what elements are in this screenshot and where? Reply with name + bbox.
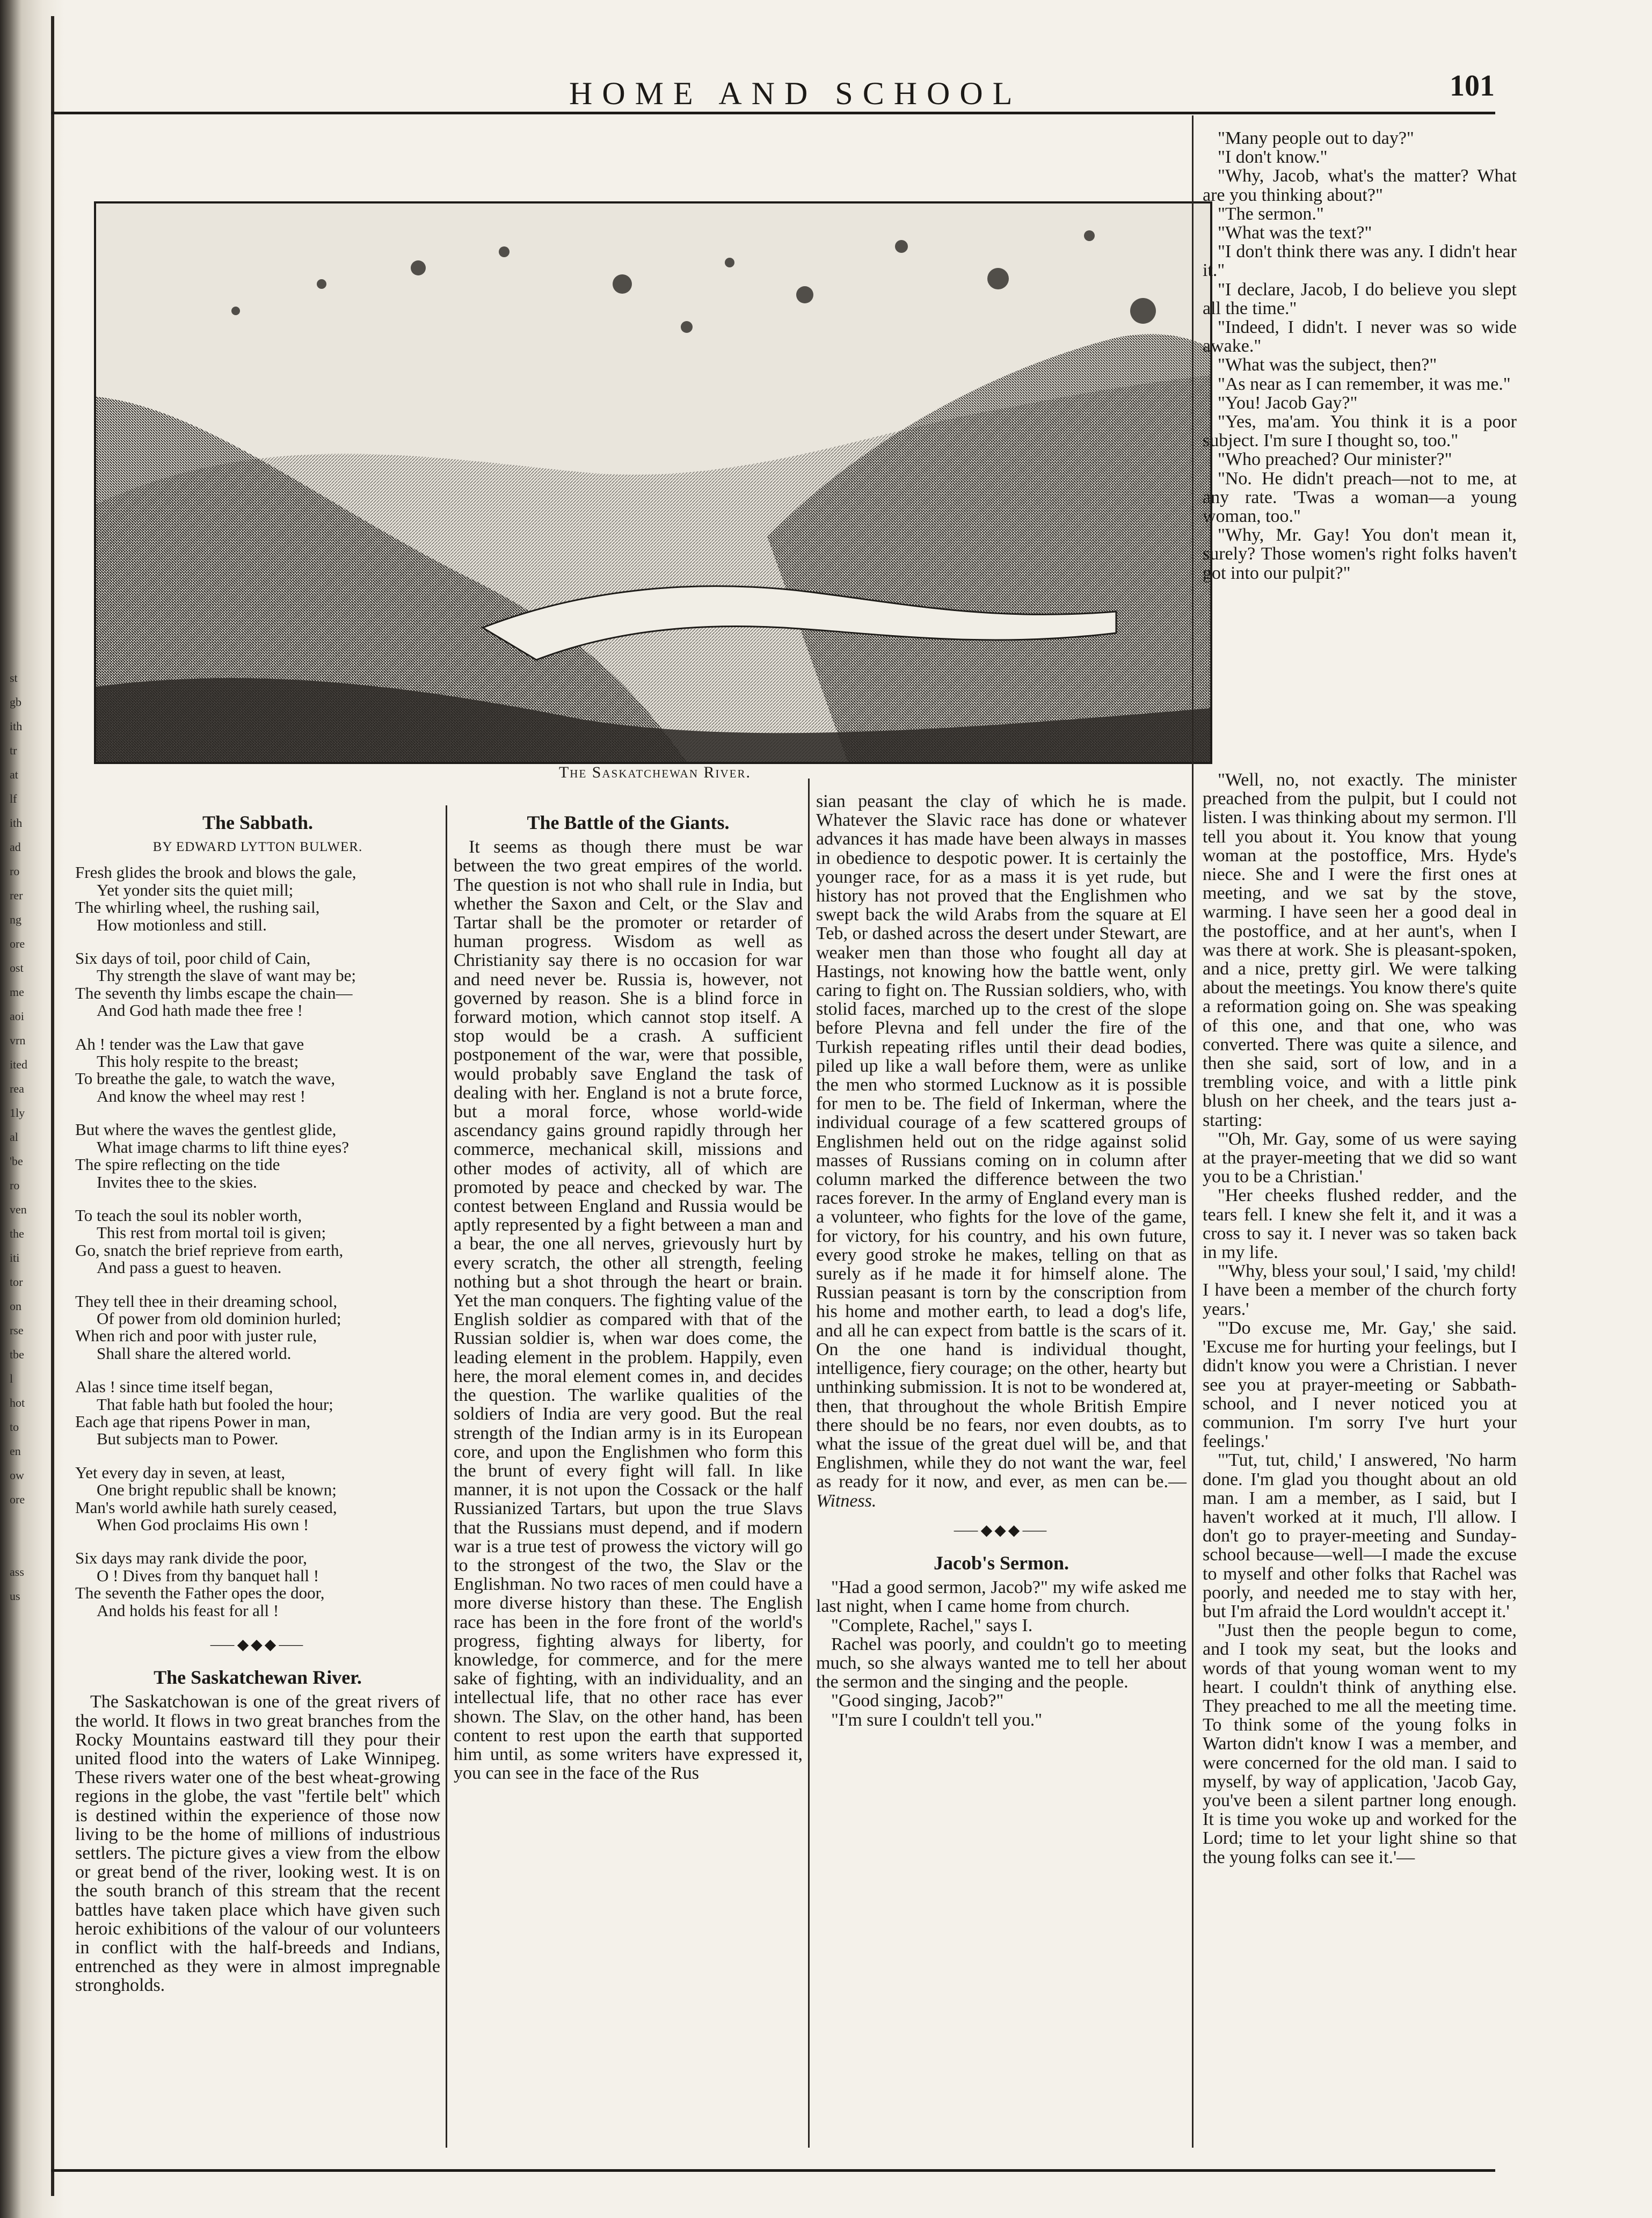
poem-stanza (75, 864, 440, 934)
margin-fragment: to (10, 1420, 19, 1434)
poem-stanza (75, 1121, 440, 1191)
poem-stanza (75, 1550, 440, 1619)
poem-line: This holy respite to the breast; (97, 1052, 299, 1071)
poem-stanza (75, 950, 440, 1020)
sermon-title: Jacob's Sermon. (934, 1552, 1069, 1574)
sermon-paragraph: "I don't know." (1218, 147, 1328, 168)
sermon-body-part-1 (816, 1578, 1187, 1729)
poem-line: O ! Dives from thy banquet hall ! (97, 1566, 319, 1585)
poem-line: The spire reflecting on the tide (75, 1155, 280, 1174)
poem-line: Each age that ripens Power in man, (75, 1412, 311, 1431)
sermon-paragraph: "Her cheeks flushed redder, and the tears fell. I knew she felt it, and it was a cross to say it. I never was so taken back in my life. (1203, 1186, 1517, 1263)
giants-title: The Battle of the Giants. (527, 813, 730, 833)
margin-fragment: rse (10, 1323, 24, 1337)
poem-line: And God hath made thee free ! (97, 1001, 303, 1020)
margin-fragment: 1ly (10, 1106, 25, 1119)
column-rule-1 (446, 805, 447, 2148)
poem-line: That fable hath but fooled the hour; (97, 1394, 333, 1414)
poem-line: Go, snatch the brief reprieve from earth, (75, 1240, 344, 1260)
margin-fragment: lf (10, 792, 17, 805)
margin-fragment: ro (10, 864, 20, 878)
frame-left-rule (51, 16, 54, 2196)
margin-fragment: tbe (10, 1348, 24, 1361)
sabbath-byline: BY EDWARD LYTTON BULWER. (152, 840, 363, 855)
poem-line: Of power from old dominion hurled; (97, 1308, 341, 1328)
sermon-paragraph: "Complete, Rachel," says I. (831, 1615, 1033, 1635)
poem-stanza (75, 1036, 440, 1106)
poem-line: And holds his feast for all ! (97, 1601, 279, 1620)
column-3 (816, 792, 1187, 1729)
giants-body-part-2 (816, 792, 1187, 1510)
margin-fragment: ited (10, 1058, 27, 1071)
poem-line: To teach the soul its nobler worth, (75, 1205, 302, 1225)
sermon-paragraph: "You! Jacob Gay?" (1218, 392, 1358, 413)
margin-fragment: ow (10, 1468, 24, 1482)
column-4-top (1203, 129, 1517, 583)
margin-fragment: at (10, 768, 18, 781)
margin-fragment: tor (10, 1275, 23, 1289)
column-rule-2 (808, 779, 810, 2148)
margin-fragment: ven (10, 1203, 27, 1216)
margin-fragment: on (10, 1299, 21, 1313)
margin-fragment (10, 1536, 47, 1560)
sermon-paragraph: "Many people out to day?" (1218, 128, 1414, 148)
page-number: 101 (1450, 69, 1495, 103)
poem-line: Yet yonder sits the quiet mill; (97, 880, 294, 899)
margin-fragment: gb (10, 695, 21, 709)
sermon-paragraph: "Had a good sermon, Jacob?" my wife asked me last night, when I came home from church. (816, 1577, 1187, 1617)
sermon-body-part-3 (1203, 770, 1517, 1867)
sabbath-title: The Sabbath. (202, 812, 314, 833)
poem-line: They tell thee in their dreaming school, (75, 1291, 338, 1311)
poem-line: To breathe the gale, to watch the wave, (75, 1069, 336, 1088)
footer-rule (51, 2169, 1495, 2172)
margin-fragment: ost (10, 961, 24, 975)
margin-fragment: ass (10, 1565, 24, 1579)
sermon-paragraph: "No. He didn't preach—not to me, at any rate. 'Twas a woman—a young woman, too." (1203, 468, 1517, 527)
column-2 (454, 813, 803, 2164)
poem-line: And know the wheel may rest ! (97, 1086, 306, 1106)
poem-line: What image charms to lift thine eyes? (97, 1137, 349, 1157)
margin-fragment: l (10, 1372, 13, 1385)
section-ornament: ⸺◆◆◆⸺ (209, 1637, 306, 1654)
sermon-paragraph: "Well, no, not exactly. The minister preached from the pulpit, but I could not listen. I was thinking about my sermon. I'll tell you about it. You know that young woman at the postoffice, Mrs. Hyde's niece. She and I were the first ones at meeting, and we sat by the stove, warming. I have seen her a good deal in the postoffice, and at her aunt's, when I was there at work. She is pleasant-spoken, and a nice, pretty girl. We were talking about the meetings. You know there's quite a reformation going on. She was speaking of this one, and that one, who was converted. There was quite a silence, and then she said, sort of low, and in a trembling voice, and with a little pink blush on her cheek, and the tears just a-starting: (1203, 770, 1517, 1130)
margin-fragment: vrn (10, 1034, 26, 1047)
margin-fragment: ith (10, 719, 23, 733)
poem-line: The seventh thy limbs escape the chain— (75, 983, 353, 1002)
sermon-paragraph: "'Oh, Mr. Gay, some of us were saying at the prayer-meeting that we did so want you to be a Christian.' (1203, 1129, 1517, 1187)
margin-fragment: ro (10, 1179, 20, 1192)
section-ornament-2: ⸺◆◆◆⸺ (953, 1522, 1050, 1539)
margin-fragment: tr (10, 744, 17, 757)
sermon-paragraph: "Yes, ma'am. You think it is a poor subject. I'm sure I thought so, too." (1203, 412, 1517, 451)
poem-line: Six days may rank divide the poor, (75, 1548, 307, 1568)
margin-fragments (10, 666, 47, 1608)
poem-stanza (75, 1207, 440, 1277)
margin-fragment: ore (10, 1493, 25, 1506)
poem-line: When rich and poor with juster rule, (75, 1326, 317, 1346)
sermon-paragraph: "As near as I can remember, it was me." (1218, 374, 1511, 394)
sabbath-poem (75, 864, 440, 1619)
sermon-paragraph: "'Do excuse me, Mr. Gay,' she said. 'Excuse me for hurting your feelings, but I didn't know you were a Christian. I never see you at prayer-meeting or Sabbath-school, and I never noticed you at communion. I'm sorry I've hurt your feelings.' (1203, 1318, 1517, 1452)
margin-fragment: the (10, 1227, 24, 1240)
sermon-paragraph: "'Tut, tut, child,' I answered, 'No harm done. I'm glad you thought about an old man. I am a member, as I said, but I haven't worked at it much, I'll allow. I don't go to prayer-meeting and Sunday-school because—well—I made the excuse to myself and other folks that Rachel was poorly, and needed me to stay with her, but I'm afraid the Lord wouldn't accept it.' (1203, 1450, 1517, 1621)
sermon-paragraph: "I declare, Jacob, I do believe you slept all the time." (1203, 279, 1517, 318)
saskatchewan-river-engraving (94, 201, 1212, 764)
poem-line: Shall share the altered world. (97, 1343, 292, 1363)
poem-line: The seventh the Father opes the door, (75, 1583, 325, 1603)
margin-fragment (10, 1511, 47, 1536)
margin-fragment: rer (10, 889, 23, 902)
sermon-paragraph: Rachel was poorly, and couldn't go to meeting much, so she always wanted me to tell her about the sermon and the singing and the people. (816, 1634, 1187, 1692)
sermon-paragraph: "Why, Mr. Gay! You don't mean it, surely? Those women's right folks haven't got into our pulpit?" (1203, 525, 1517, 583)
poem-line: Six days of toil, poor child of Cain, (75, 949, 311, 968)
landscape-image (96, 203, 1210, 762)
poem-line: Ah ! tender was the Law that gave (75, 1034, 304, 1053)
poem-line: Man's world awhile hath surely ceased, (75, 1497, 337, 1517)
sermon-body-part-2 (1203, 129, 1517, 583)
poem-stanza (75, 1378, 440, 1448)
margin-fragment: rea (10, 1082, 24, 1095)
saskatchewan-title: The Saskatchewan River. (154, 1667, 362, 1689)
column-4-bottom (1203, 770, 1517, 1867)
page-title: HOME AND SCHOOL (569, 76, 1022, 111)
margin-fragment: aoi (10, 1009, 24, 1023)
poem-line: One bright republic shall be known; (97, 1480, 337, 1500)
poem-line: Alas ! since time itself began, (75, 1377, 273, 1397)
sermon-paragraph: "Who preached? Our minister?" (1218, 449, 1452, 470)
margin-fragment: ad (10, 840, 21, 854)
sermon-paragraph: "Good singing, Jacob?" (831, 1691, 1004, 1711)
poem-line: When God proclaims His own ! (97, 1515, 309, 1534)
margin-fragment: ore (10, 937, 25, 950)
poem-line: This rest from mortal toil is given; (97, 1223, 326, 1242)
poem-line: Yet every day in seven, at least, (75, 1463, 286, 1482)
poem-line: How motionless and still. (97, 915, 267, 934)
sermon-paragraph: "What was the text?" (1218, 223, 1372, 243)
margin-fragment: us (10, 1589, 20, 1603)
poem-line: The whirling wheel, the rushing sail, (75, 898, 320, 917)
sermon-paragraph: "The sermon." (1218, 203, 1324, 224)
poem-line: But where the waves the gentlest glide, (75, 1120, 337, 1139)
sermon-paragraph: "I'm sure I couldn't tell you." (831, 1710, 1043, 1730)
margin-fragment: hot (10, 1396, 25, 1409)
margin-fragment: me (10, 985, 24, 999)
giants-body-continued: sian peasant the clay of which he is made. Whatever the Slavic race has done or whatever advances it has made have been always in masses in obedience to despotic power. It is certainly the younger race, for as a mass it is yet rude, but history has not proved that the Englishmen who swept back the wild Arabs from the square at El Teb, or dashed across the desert under Stewart, are weaker men than those who fought all day at Hastings, not knowing how the battle went, only caring to fight on. The Russian soldiers, who, with stolid faces, marched up to the crest of the slope before Plevna and fell under the fire of the Turkish repeating rifles until their dead bodies, piled up like a wall before them, were as unlike the men who stormed Lucknow as it is possible for men to be. The field of Inkerman, where the individual courage of a few scattered groups of Englishmen held out on the ridge against solid masses of Russians coming on in column after column marked the difference between the two races forever. In the army of England every man is a volunteer, who fights for the love of the game, for victory, for his country, and his own future, every good stroke he makes, telling on that as surely as if he made it for himself alone. The Russian peasant is torn by the conscription from his home and mother earth, to lead a dog's life, and all he can expect from battle is the scars of it. On the one hand is individual thought, intelligence, fiery courage; on the other, hearty but unthinking submission. It is not to be wondered at, then, that throughout the whole British Empire there should be no fears, nor even doubts, as to what the issue of the great duel will be, and that Englishmen, while they do not want the war, feel as ready for it now, and ever, as men can be.— (816, 791, 1187, 1492)
sermon-paragraph: "Just then the people begun to come, and I took my seat, but the looks and words of that young woman went to my heart. I couldn't think of anything else. They preached to me all the meeting time. To think some of the young folks in Warton didn't know I was a member, and were concerned for the old man. I said to myself, by way of application, 'Jacob Gay, you've been a silent partner long enough. It is time you woke up and worked for the Lord; time to let your light shine so that the young folks can see it.'— (1203, 1620, 1517, 1867)
margin-fragment: st (10, 671, 18, 685)
poem-line: Fresh glides the brook and blows the gale, (75, 863, 356, 882)
sermon-paragraph: "I don't think there was any. I didn't hear it." (1203, 242, 1517, 281)
giants-body-part-1: It seems as though there must be war between the two great empires of the world. The question is not who shall rule in India, but whether the Saxon and Celt, or the Slav and Tartar shall be the promoter or retarder of human progress. Wisdom as well as Christianity say there is no occasion for war and need never be. Russia is, however, not governed by reason. She is a blind force in forward motion, which cannot stop itself. A stop would be a crash. A sufficient postponement of the war, were that possible, would probably save England the task of dealing with her. England is not a brute force, but a moral force, whose world-wide ascendancy gains ground rapidly through her commerce, mechanical skill, missions and other modes of activity, all of which are promoted by peace and checked by war. The contest between England and Russia would be aptly represented by a fight between a man and a bear, the one all nerves, grievously hurt by every scratch, the other all strength, feeling nothing but a shot through the heart or brain. Yet the man conquers. The fighting value of the English soldier as compared with that of the Russian soldier is, when war does come, the leading element in the problem. Happily, even here, the moral element comes in, and decides the question. The warlike qualities of the soldiers of India are very good. But the real strength of the Indian army is in its European core, and upon the Englishmen who form this the brunt of every fight will fall. In like manner, it is not upon the Cossack or the half Russianized Tartars, but upon the true Slavs that the Russians must depend, and if modern war is a true test of prowess the victory will go to the strongest of the two, the Slav or the Englishman. No two races of men could have a more diverse history than these. The English race has been in the fore front of the world's progress, fighting always for liberty, for knowledge, for commerce, and for the mere sake of fighting, with an individuality, and an intellectual life, that no other race has ever shown. The Slav, on the other hand, has been content to rest upon the earth that supported him until, as some writers have expressed it, you can see in the face of the Rus (454, 837, 803, 1784)
poem-line: Invites thee to the skies. (97, 1172, 257, 1191)
giants-signature: Witness. (816, 1490, 877, 1511)
poem-stanza (75, 1464, 440, 1534)
column-rule-3 (1192, 115, 1193, 2148)
poem-line: But subjects man to Power. (97, 1429, 279, 1449)
sermon-paragraph: "What was the subject, then?" (1218, 355, 1437, 375)
saskatchewan-body: The Saskatchowan is one of the great rivers of the world. It flows in two great branches from the Rocky Mountains eastward till they pour their united flood into the waters of Lake Winnipeg. These rivers water one of the best wheat-growing regions in the globe, the vast "fertile belt" which is destined within the experience of those now living to be the home of millions of industrious settlers. The picture gives a view from the elbow or great bend of the river, looking west. It is on the south branch of this stream that the recent battles have taken place which have given such heroic exhibitions of the valour of our volunteers in conflict with the half-breeds and Indians, entrenched as they were in almost impregnable strongholds. (75, 1692, 440, 1996)
sermon-paragraph: "Why, Jacob, what's the matter? What are you thinking about?" (1203, 166, 1517, 205)
poem-line: Thy strength the slave of want may be; (97, 966, 356, 985)
poem-line: And pass a guest to heaven. (97, 1258, 282, 1277)
margin-fragment: al (10, 1130, 18, 1144)
margin-fragment: en (10, 1444, 21, 1458)
sermon-paragraph: "Indeed, I didn't. I never was so wide awake." (1203, 317, 1517, 357)
sermon-paragraph: "'Why, bless your soul,' I said, 'my child! I have been a member of the church forty years.' (1203, 1261, 1517, 1319)
column-1 (75, 813, 440, 1995)
margin-fragment: ng (10, 913, 21, 926)
poem-stanza (75, 1293, 440, 1363)
margin-fragment: ith (10, 816, 23, 830)
margin-fragment: 'be (10, 1154, 23, 1168)
margin-fragment: iti (10, 1251, 20, 1264)
illustration-caption: The Saskatchewan River. (558, 763, 751, 781)
